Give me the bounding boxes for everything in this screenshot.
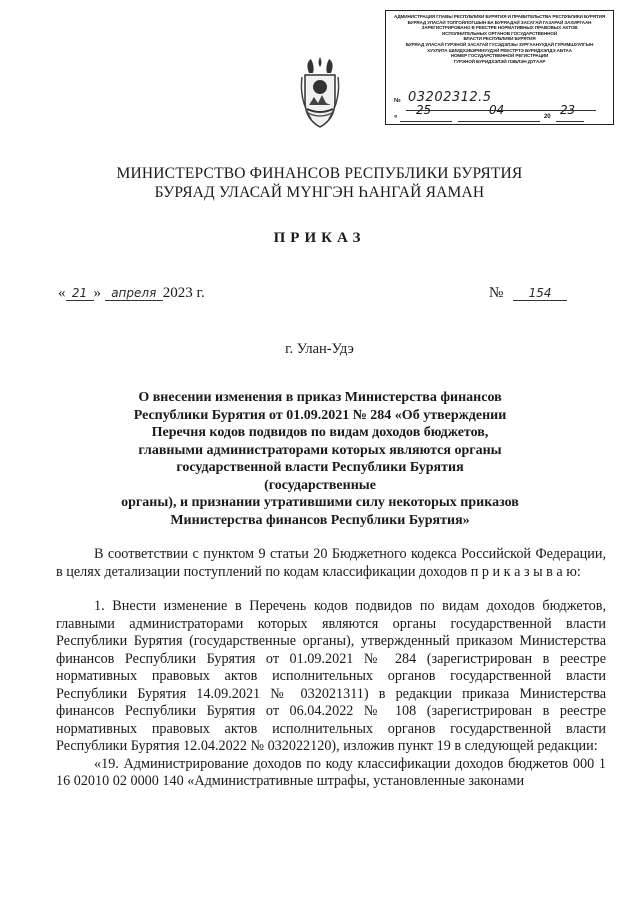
title-line: Перечня кодов подвидов по видам доходов бюджетов, [151,425,489,440]
stamp-date-year-prefix: 20 [544,114,551,120]
order-day: 21 [66,286,94,301]
stamp-date-month: 04 [489,103,505,117]
title-line: государственной власти Республики Бурятия (государственные [176,460,464,493]
stamp-date-row [394,103,604,125]
stamp-year-underline [556,121,584,122]
date-quote-close: » [93,285,101,301]
stamp-date-year: 23 [560,103,576,117]
body-paragraph-item-1: 1. Внести изменение в Перечень кодов подвидов по видам доходов бюджетов, главными администраторами которых являются органы государственной власти Республики Бурятия (государственные органы), утвержденный приказом Министерства финансов Республики Бурятия от 01.09.2021 № 284 (зарегистрирован в реестре нормативных правовых актов исполнительных органов государственной власти Республики Бурятия 14.09.2021 № 032021311) в редакции приказа Министерства финансов Республики Бурятия от 06.04.2022 № 108 (зарегистрирован в реестре нормативных правовых актов исполнительных органов государственной власти Республики Бурятия 12.04.2022 № 032022120), изложив пункт 19 в следующей редакции: [56,598,606,754]
stamp-month-underline [458,121,540,122]
stamp-date-quote: « [394,114,398,120]
stamp-number-prefix: № [394,98,401,104]
order-title [120,389,520,529]
stamp-line: БУРЯАД УЛАСАЙ ГУРЭНОЙ ЗАСАГАЙ ГУСЭДЭЛЭЫ ЗУРГААНУУДАЙ ГУРИМШУУЛГЫН [405,41,594,47]
order-date [58,285,205,302]
stamp-line: НОМЕР ГОСУДАРСТВЕННОЙ РЕГИСТРАЦИИ [450,53,549,59]
stamp-line: БУРЯАД УЛАСАЙ ТОЛГОЙЛОГШЫН БА БУРЯАДАЙ ЗАСАГАЙ ГАЗАРАЙ ЗАХИРГААН [407,19,592,25]
stamp-day-underline [400,121,452,122]
document-type-heading: ПРИКАЗ [273,230,366,246]
stamp-line: АДМИНИСТРАЦИЯ ГЛАВЫ РЕСПУБЛИКИ БУРЯТИЯ И ПРАВИТЕЛЬСТВА РЕСПУБЛИКИ БУРЯТИЯ [393,14,606,19]
order-number-label: № [489,285,504,301]
title-line: органы), и признании утратившими силу некоторых приказов [121,495,519,510]
registration-stamp [385,10,614,125]
body-paragraph-preamble: В соответствии с пунктом 9 статьи 20 Бюджетного кодекса Российской Федерации, в целях детализации поступлений по кодам классификации доходов п р и к а з ы в а ю: [56,546,606,580]
title-line: главными администраторами которых являются органы [138,442,502,458]
order-month: апреля [105,286,163,301]
date-quote-open: « [58,285,66,301]
stamp-date-day: 25 [416,103,432,117]
title-line: Республики Бурятия от 01.09.2021 № 284 «Об утверждении [133,407,507,423]
coat-of-arms-icon [297,53,343,133]
stamp-line: ИСПОЛНИТЕЛЬНЫХ ОРГАНОВ ГОСУДАРСТВЕННОЙ [441,30,558,36]
order-year: 2023 г. [162,285,205,301]
ministry-name-ru: МИНИСТЕРСТВО ФИНАНСОВ РЕСПУБЛИКИ БУРЯТИЯ [116,165,523,182]
ministry-name-bua: БУРЯАД УЛАСАЙ МҮНГЭН ҺАНГАЙ ЯАМАН [154,184,485,201]
stamp-line: ВЛАСТИ РЕСПУБЛИКИ БУРЯТИЯ [463,36,536,42]
stamp-line: ГУРЭНОЙ БУРИДХЭЛЭЙ ЛЭБЛЭН ДУГААР [453,58,546,64]
stamp-line: ХУУЛИТА ШИИДХЭБЭРИНУУДЭЙ РЕЕСТРТЭ БУРИДХЭЛДЭ АБТАА [427,47,572,53]
order-number [489,285,567,302]
body-paragraph-quoted-item-19: «19. Администрирование доходов по коду классификации доходов бюджетов 000 1 16 02010 02 0000 140 «Административные штрафы, установленные законами [56,755,606,789]
order-number-value: 154 [513,286,567,301]
order-body [56,546,606,791]
stamp-line: ЗАРЕГИСТРИРОВАНО В РЕЕСТРЕ НОРМАТИВНЫХ ПРАВОВЫХ АКТОВ [421,25,578,31]
order-city: г. Улан-Удэ [285,341,354,357]
title-line: Министерства финансов Республики Бурятия» [170,512,470,528]
stamp-registration-number: 03202312.5 [408,90,492,105]
title-line: О внесении изменения в приказ Министерства финансов [138,390,502,405]
